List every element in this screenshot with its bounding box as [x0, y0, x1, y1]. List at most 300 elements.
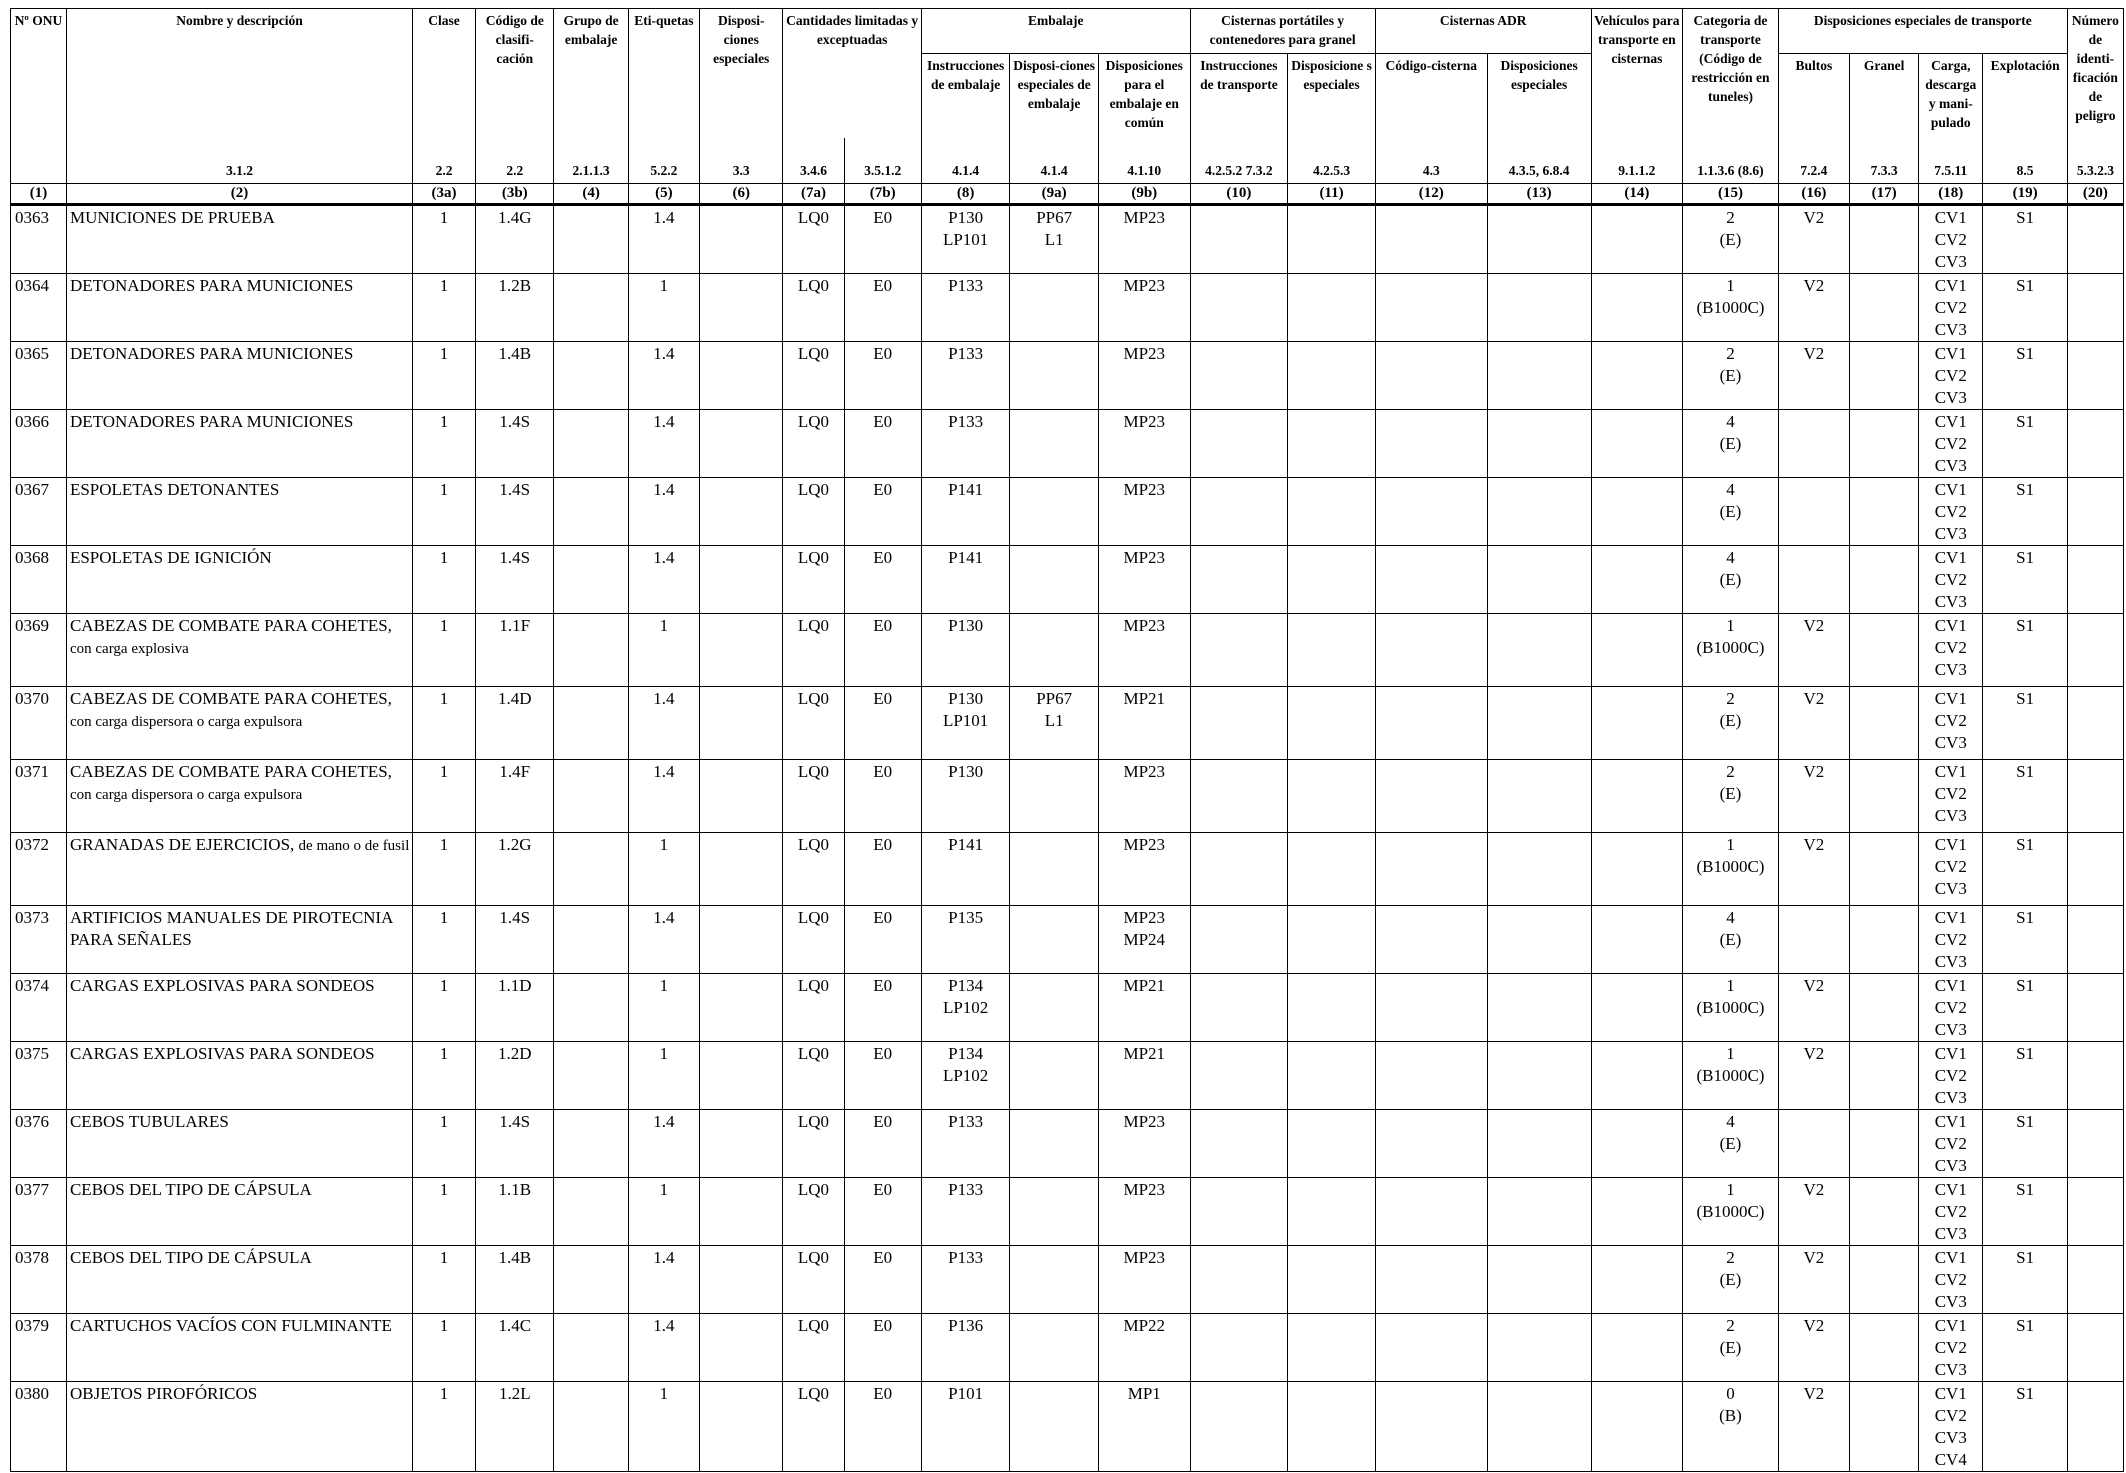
classification-code-cell: 1.4B: [476, 1246, 554, 1314]
name-main: CABEZAS DE COMBATE PARA COHETES,: [69, 689, 392, 708]
table-row: [11, 1178, 2124, 1246]
tank-instructions-cell: [1190, 614, 1288, 687]
vehicle-for-tank-cell: [1591, 760, 1683, 833]
bulk-provision-cell: [1850, 1382, 1919, 1472]
bulk-provision-cell: [1850, 760, 1919, 833]
adr-tank-special-provisions-cell: [1487, 1110, 1591, 1178]
name-main: CEBOS TUBULARES: [69, 1112, 229, 1131]
table-row: [11, 274, 2124, 342]
special-packing-provisions-cell: [1010, 546, 1099, 614]
packing-instructions-cell: P130: [921, 614, 1010, 687]
name-main: GRANADAS DE EJERCICIOS,: [69, 835, 295, 854]
header-class: Clase: [413, 9, 476, 139]
special-packing-provisions-cell: [1010, 760, 1099, 833]
excepted-quantity-cell: E0: [844, 833, 921, 906]
column-number: (4): [554, 184, 628, 205]
bulk-provision-cell: [1850, 546, 1919, 614]
special-packing-provisions-cell: [1010, 342, 1099, 410]
classification-code-cell: 1.4B: [476, 342, 554, 410]
tank-special-provisions-cell: [1288, 1314, 1376, 1382]
bulk-provision-cell: [1850, 1246, 1919, 1314]
un-number-cell: 0377: [11, 1178, 67, 1246]
column-number: (6): [699, 184, 782, 205]
class-cell: 1: [413, 687, 476, 760]
packing-group-cell: [554, 1246, 628, 1314]
name-cell: [66, 342, 412, 410]
transport-category-cell: 4 (E): [1683, 410, 1779, 478]
classification-code-cell: 1.1F: [476, 614, 554, 687]
bulk-provision-cell: [1850, 205, 1919, 274]
header-name: Nombre y descripción: [66, 9, 412, 139]
classification-code-cell: 1.1D: [476, 974, 554, 1042]
packing-instructions-cell: P101: [921, 1382, 1010, 1472]
header-adr-tank-special-provisions: Disposiciones especiales: [1487, 54, 1591, 139]
column-number: (7b): [844, 184, 921, 205]
name-main: CEBOS DEL TIPO DE CÁPSULA: [69, 1248, 312, 1267]
limited-quantity-cell: LQ0: [783, 833, 844, 906]
tank-instructions-cell: [1190, 410, 1288, 478]
name-cell: [66, 1042, 412, 1110]
column-number: (2): [66, 184, 412, 205]
excepted-quantity-cell: E0: [844, 1110, 921, 1178]
special-packing-provisions-cell: [1010, 410, 1099, 478]
name-cell: [66, 410, 412, 478]
un-number-cell: 0368: [11, 546, 67, 614]
header-operation: Explotación: [1983, 54, 2068, 139]
operation-provision-cell: S1: [1983, 274, 2068, 342]
vehicle-for-tank-cell: [1591, 1178, 1683, 1246]
mixed-packing-cell: MP23: [1098, 205, 1190, 274]
labels-cell: 1.4: [628, 1110, 699, 1178]
special-packing-provisions-cell: [1010, 1246, 1099, 1314]
adr-tank-special-provisions-cell: [1487, 687, 1591, 760]
name-main: CABEZAS DE COMBATE PARA COHETES,: [69, 616, 392, 635]
hazard-id-cell: [2067, 342, 2123, 410]
adr-tank-special-provisions-cell: [1487, 1382, 1591, 1472]
labels-cell: 1.4: [628, 1314, 699, 1382]
classification-code-cell: 1.2B: [476, 274, 554, 342]
loading-provision-cell: CV1 CV2 CV3: [1919, 205, 1983, 274]
excepted-quantity-cell: E0: [844, 205, 921, 274]
limited-quantity-cell: LQ0: [783, 410, 844, 478]
labels-cell: 1.4: [628, 478, 699, 546]
class-cell: 1: [413, 760, 476, 833]
header-packing-instructions: Instrucciones de embalaje: [921, 54, 1010, 139]
hazard-id-cell: [2067, 1382, 2123, 1472]
loading-provision-cell: CV1 CV2 CV3: [1919, 274, 1983, 342]
loading-provision-cell: CV1 CV2 CV3: [1919, 1314, 1983, 1382]
loading-provision-cell: CV1 CV2 CV3: [1919, 1110, 1983, 1178]
ref-special-provisions: 3.3: [699, 138, 782, 184]
operation-provision-cell: S1: [1983, 760, 2068, 833]
name-cell: [66, 546, 412, 614]
column-number: (7a): [783, 184, 844, 205]
tank-instructions-cell: [1190, 342, 1288, 410]
special-packing-provisions-cell: [1010, 1382, 1099, 1472]
tank-special-provisions-cell: [1288, 614, 1376, 687]
adr-tank-special-provisions-cell: [1487, 614, 1591, 687]
packing-instructions-cell: P130: [921, 760, 1010, 833]
limited-quantity-cell: LQ0: [783, 1314, 844, 1382]
transport-category-cell: 1 (B1000C): [1683, 1042, 1779, 1110]
name-main: DETONADORES PARA MUNICIONES: [69, 412, 354, 431]
mixed-packing-cell: MP23: [1098, 546, 1190, 614]
packing-group-cell: [554, 974, 628, 1042]
packages-provision-cell: V2: [1778, 1382, 1849, 1472]
vehicle-for-tank-cell: [1591, 1314, 1683, 1382]
tank-special-provisions-cell: [1288, 906, 1376, 974]
packages-provision-cell: V2: [1778, 687, 1849, 760]
hazard-id-cell: [2067, 1178, 2123, 1246]
tank-code-cell: [1375, 342, 1487, 410]
special-packing-provisions-cell: [1010, 1110, 1099, 1178]
tank-instructions-cell: [1190, 546, 1288, 614]
labels-cell: 1: [628, 274, 699, 342]
un-number-cell: 0363: [11, 205, 67, 274]
special-provisions-cell: [699, 1110, 782, 1178]
hazard-id-cell: [2067, 478, 2123, 546]
bulk-provision-cell: [1850, 1110, 1919, 1178]
header-special-provisions: Disposi-ciones especiales: [699, 9, 782, 139]
un-number-cell: 0367: [11, 478, 67, 546]
un-number-cell: 0376: [11, 1110, 67, 1178]
tank-code-cell: [1375, 546, 1487, 614]
name-cell: [66, 833, 412, 906]
operation-provision-cell: S1: [1983, 1042, 2068, 1110]
tank-instructions-cell: [1190, 205, 1288, 274]
ref-loading: 7.5.11: [1919, 138, 1983, 184]
tank-instructions-cell: [1190, 906, 1288, 974]
table-row: [11, 410, 2124, 478]
operation-provision-cell: S1: [1983, 974, 2068, 1042]
ref-packing-group: 2.1.1.3: [554, 138, 628, 184]
vehicle-for-tank-cell: [1591, 614, 1683, 687]
un-number-cell: 0373: [11, 906, 67, 974]
header-loading: Carga, descarga y mani-pulado: [1919, 54, 1983, 139]
un-number-cell: 0366: [11, 410, 67, 478]
packages-provision-cell: V2: [1778, 274, 1849, 342]
transport-category-cell: 1 (B1000C): [1683, 614, 1779, 687]
transport-category-cell: 4 (E): [1683, 1110, 1779, 1178]
un-number-cell: 0374: [11, 974, 67, 1042]
class-cell: 1: [413, 833, 476, 906]
special-provisions-cell: [699, 906, 782, 974]
labels-cell: 1.4: [628, 906, 699, 974]
column-number: (20): [2067, 184, 2123, 205]
packing-instructions-cell: P133: [921, 1110, 1010, 1178]
labels-cell: 1.4: [628, 687, 699, 760]
tank-special-provisions-cell: [1288, 1246, 1376, 1314]
limited-quantity-cell: LQ0: [783, 1246, 844, 1314]
column-number: (5): [628, 184, 699, 205]
ref-eq: 3.5.1.2: [844, 138, 921, 184]
name-main: MUNICIONES DE PRUEBA: [69, 208, 275, 227]
transport-category-cell: 2 (E): [1683, 1314, 1779, 1382]
name-description: con carga explosiva: [69, 641, 189, 657]
header-hazard-id: Número de identi-ficación de peligro: [2067, 9, 2123, 139]
packing-instructions-cell: P133: [921, 274, 1010, 342]
loading-provision-cell: CV1 CV2 CV3: [1919, 1042, 1983, 1110]
class-cell: 1: [413, 1042, 476, 1110]
adr-tank-special-provisions-cell: [1487, 833, 1591, 906]
bulk-provision-cell: [1850, 687, 1919, 760]
special-provisions-cell: [699, 274, 782, 342]
limited-quantity-cell: LQ0: [783, 478, 844, 546]
hazard-id-cell: [2067, 974, 2123, 1042]
loading-provision-cell: CV1 CV2 CV3 CV4: [1919, 1382, 1983, 1472]
special-packing-provisions-cell: [1010, 833, 1099, 906]
packages-provision-cell: [1778, 410, 1849, 478]
transport-category-cell: 1 (B1000C): [1683, 1178, 1779, 1246]
excepted-quantity-cell: E0: [844, 274, 921, 342]
ref-transport-category: 1.1.3.6 (8.6): [1683, 138, 1779, 184]
header-adr-tanks: Cisternas ADR: [1375, 9, 1591, 54]
tank-special-provisions-cell: [1288, 274, 1376, 342]
tank-instructions-cell: [1190, 1110, 1288, 1178]
operation-provision-cell: S1: [1983, 1178, 2068, 1246]
mixed-packing-cell: MP23: [1098, 410, 1190, 478]
tank-code-cell: [1375, 687, 1487, 760]
tank-instructions-cell: [1190, 478, 1288, 546]
packing-instructions-cell: P133: [921, 1246, 1010, 1314]
bulk-provision-cell: [1850, 974, 1919, 1042]
header-tank-instructions: Instrucciones de transporte: [1190, 54, 1288, 139]
name-cell: [66, 205, 412, 274]
classification-code-cell: 1.4S: [476, 1110, 554, 1178]
packing-instructions-cell: P141: [921, 833, 1010, 906]
classification-code-cell: 1.4C: [476, 1314, 554, 1382]
special-packing-provisions-cell: PP67 L1: [1010, 687, 1099, 760]
packing-instructions-cell: P134 LP102: [921, 974, 1010, 1042]
name-main: OBJETOS PIROFÓRICOS: [69, 1384, 258, 1403]
adr-tank-special-provisions-cell: [1487, 342, 1591, 410]
classification-code-cell: 1.1B: [476, 1178, 554, 1246]
special-provisions-cell: [699, 974, 782, 1042]
operation-provision-cell: S1: [1983, 546, 2068, 614]
packages-provision-cell: [1778, 906, 1849, 974]
tank-special-provisions-cell: [1288, 410, 1376, 478]
labels-cell: 1: [628, 974, 699, 1042]
excepted-quantity-cell: E0: [844, 410, 921, 478]
operation-provision-cell: S1: [1983, 1314, 2068, 1382]
tank-code-cell: [1375, 1042, 1487, 1110]
tank-instructions-cell: [1190, 274, 1288, 342]
excepted-quantity-cell: E0: [844, 546, 921, 614]
ref-mixed-packing: 4.1.10: [1098, 138, 1190, 184]
tank-code-cell: [1375, 1382, 1487, 1472]
packing-group-cell: [554, 410, 628, 478]
transport-category-cell: 1 (B1000C): [1683, 974, 1779, 1042]
loading-provision-cell: CV1 CV2 CV3: [1919, 1246, 1983, 1314]
name-cell: [66, 760, 412, 833]
table-row: [11, 478, 2124, 546]
packages-provision-cell: V2: [1778, 1314, 1849, 1382]
table-row: [11, 205, 2124, 274]
hazard-id-cell: [2067, 410, 2123, 478]
transport-category-cell: 2 (E): [1683, 1246, 1779, 1314]
excepted-quantity-cell: E0: [844, 1246, 921, 1314]
vehicle-for-tank-cell: [1591, 274, 1683, 342]
classification-code-cell: 1.2G: [476, 833, 554, 906]
special-provisions-cell: [699, 1178, 782, 1246]
excepted-quantity-cell: E0: [844, 687, 921, 760]
classification-code-cell: 1.4F: [476, 760, 554, 833]
tank-code-cell: [1375, 1178, 1487, 1246]
classification-code-cell: 1.4S: [476, 546, 554, 614]
classification-code-cell: 1.4S: [476, 410, 554, 478]
limited-quantity-cell: LQ0: [783, 342, 844, 410]
column-number: (1): [11, 184, 67, 205]
hazard-id-cell: [2067, 1110, 2123, 1178]
special-packing-provisions-cell: [1010, 274, 1099, 342]
class-cell: 1: [413, 1314, 476, 1382]
labels-cell: 1.4: [628, 546, 699, 614]
table-row: [11, 687, 2124, 760]
special-provisions-cell: [699, 546, 782, 614]
labels-cell: 1: [628, 1178, 699, 1246]
name-cell: [66, 687, 412, 760]
ref-labels: 5.2.2: [628, 138, 699, 184]
adr-tank-special-provisions-cell: [1487, 1178, 1591, 1246]
vehicle-for-tank-cell: [1591, 833, 1683, 906]
operation-provision-cell: S1: [1983, 614, 2068, 687]
packing-instructions-cell: P141: [921, 546, 1010, 614]
packages-provision-cell: [1778, 1110, 1849, 1178]
special-packing-provisions-cell: [1010, 614, 1099, 687]
tank-code-cell: [1375, 833, 1487, 906]
vehicle-for-tank-cell: [1591, 1110, 1683, 1178]
name-main: CEBOS DEL TIPO DE CÁPSULA: [69, 1180, 312, 1199]
ref-packing-instructions: 4.1.4: [921, 138, 1010, 184]
special-provisions-cell: [699, 1246, 782, 1314]
operation-provision-cell: S1: [1983, 833, 2068, 906]
packing-group-cell: [554, 687, 628, 760]
ref-tank-instructions: 4.2.5.2 7.3.2: [1190, 138, 1288, 184]
class-cell: 1: [413, 478, 476, 546]
labels-cell: 1.4: [628, 205, 699, 274]
adr-tank-special-provisions-cell: [1487, 974, 1591, 1042]
adr-tank-special-provisions-cell: [1487, 205, 1591, 274]
table-header: [11, 9, 2124, 205]
loading-provision-cell: CV1 CV2 CV3: [1919, 833, 1983, 906]
tank-special-provisions-cell: [1288, 205, 1376, 274]
header-bulk: Granel: [1850, 54, 1919, 139]
operation-provision-cell: S1: [1983, 906, 2068, 974]
header-packing-group: Grupo de embalaje: [554, 9, 628, 139]
tank-special-provisions-cell: [1288, 687, 1376, 760]
table-row: [11, 342, 2124, 410]
mixed-packing-cell: MP23: [1098, 478, 1190, 546]
tank-instructions-cell: [1190, 1314, 1288, 1382]
ref-hazard-id: 5.3.2.3: [2067, 138, 2123, 184]
packages-provision-cell: V2: [1778, 1178, 1849, 1246]
vehicle-for-tank-cell: [1591, 546, 1683, 614]
column-number: (16): [1778, 184, 1849, 205]
tank-code-cell: [1375, 1246, 1487, 1314]
labels-cell: 1.4: [628, 410, 699, 478]
tank-instructions-cell: [1190, 1042, 1288, 1110]
special-provisions-cell: [699, 760, 782, 833]
un-number-cell: 0364: [11, 274, 67, 342]
tank-code-cell: [1375, 614, 1487, 687]
packing-group-cell: [554, 205, 628, 274]
un-number-cell: 0375: [11, 1042, 67, 1110]
transport-category-cell: 2 (E): [1683, 342, 1779, 410]
name-cell: [66, 274, 412, 342]
header-vehicle-for-tank: Vehículos para transporte en cisternas: [1591, 9, 1683, 139]
name-cell: [66, 1382, 412, 1472]
class-cell: 1: [413, 1110, 476, 1178]
excepted-quantity-cell: E0: [844, 1178, 921, 1246]
adr-tank-special-provisions-cell: [1487, 1246, 1591, 1314]
name-cell: [66, 478, 412, 546]
mixed-packing-cell: MP23: [1098, 614, 1190, 687]
packing-group-cell: [554, 614, 628, 687]
adr-tank-special-provisions-cell: [1487, 1042, 1591, 1110]
hazard-id-cell: [2067, 205, 2123, 274]
tank-special-provisions-cell: [1288, 1110, 1376, 1178]
packages-provision-cell: V2: [1778, 205, 1849, 274]
packing-group-cell: [554, 760, 628, 833]
column-number: (14): [1591, 184, 1683, 205]
column-number: (11): [1288, 184, 1376, 205]
tank-special-provisions-cell: [1288, 478, 1376, 546]
special-provisions-cell: [699, 342, 782, 410]
operation-provision-cell: S1: [1983, 1110, 2068, 1178]
transport-category-cell: 0 (B): [1683, 1382, 1779, 1472]
ref-bulk: 7.3.3: [1850, 138, 1919, 184]
adr-tank-special-provisions-cell: [1487, 410, 1591, 478]
special-provisions-cell: [699, 833, 782, 906]
tank-instructions-cell: [1190, 1246, 1288, 1314]
bulk-provision-cell: [1850, 410, 1919, 478]
mixed-packing-cell: MP21: [1098, 687, 1190, 760]
hazard-id-cell: [2067, 760, 2123, 833]
special-provisions-cell: [699, 1042, 782, 1110]
transport-category-cell: 1 (B1000C): [1683, 833, 1779, 906]
packing-group-cell: [554, 1042, 628, 1110]
tank-instructions-cell: [1190, 833, 1288, 906]
header-transport-category: Categoria de transporte (Código de restricción en tuneles): [1683, 9, 1779, 139]
name-description: con carga dispersora o carga expulsora: [69, 714, 303, 730]
packing-group-cell: [554, 1110, 628, 1178]
operation-provision-cell: S1: [1983, 410, 2068, 478]
vehicle-for-tank-cell: [1591, 687, 1683, 760]
labels-cell: 1.4: [628, 1246, 699, 1314]
transport-category-cell: 4 (E): [1683, 478, 1779, 546]
packing-group-cell: [554, 274, 628, 342]
header-tank-special-provisions: Disposicione s especiales: [1288, 54, 1376, 139]
loading-provision-cell: CV1 CV2 CV3: [1919, 410, 1983, 478]
header-mixed-packing: Disposiciones para el embalaje en común: [1098, 54, 1190, 139]
loading-provision-cell: CV1 CV2 CV3: [1919, 342, 1983, 410]
operation-provision-cell: S1: [1983, 1382, 2068, 1472]
loading-provision-cell: CV1 CV2 CV3: [1919, 614, 1983, 687]
ref-tank-special-provisions: 4.2.5.3: [1288, 138, 1376, 184]
column-number: (9b): [1098, 184, 1190, 205]
vehicle-for-tank-cell: [1591, 410, 1683, 478]
class-cell: 1: [413, 1246, 476, 1314]
transport-category-cell: 4 (E): [1683, 546, 1779, 614]
table-row: [11, 1042, 2124, 1110]
classification-code-cell: 1.4S: [476, 478, 554, 546]
limited-quantity-cell: LQ0: [783, 906, 844, 974]
tank-special-provisions-cell: [1288, 342, 1376, 410]
excepted-quantity-cell: E0: [844, 974, 921, 1042]
classification-code-cell: 1.2L: [476, 1382, 554, 1472]
mixed-packing-cell: MP22: [1098, 1314, 1190, 1382]
un-number-cell: 0370: [11, 687, 67, 760]
